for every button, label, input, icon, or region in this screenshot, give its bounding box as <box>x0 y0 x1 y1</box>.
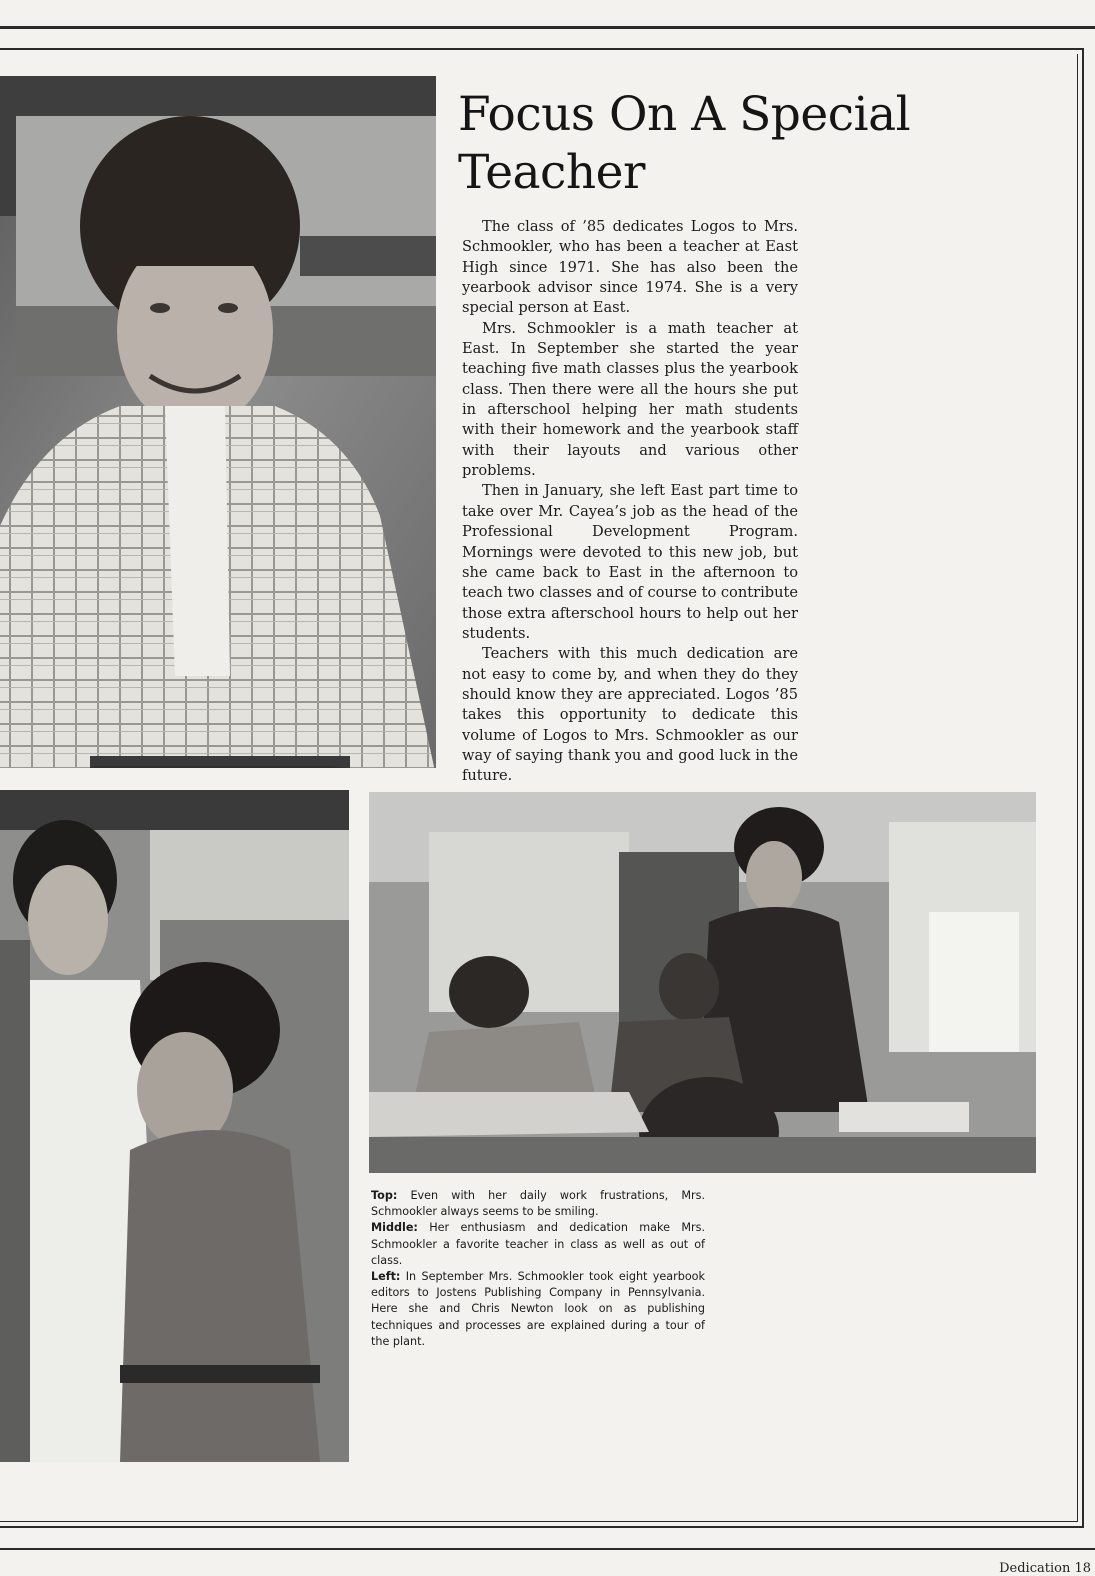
caption-left <box>371 1269 705 1350</box>
caption-text: Even with her daily work frustrations, Mrs. Schmookler always seems to be smiling. <box>371 1189 705 1219</box>
caption-top <box>371 1188 705 1220</box>
article-paragraph: Then in January, she left East part time to take over Mr. Cayea’s job as the head of the Professional Development Program. Mornings were devoted to this new job, but she came back to East in the afternoon to teach two classes and of course to contribute those extra afterschool hours to help out her students. <box>462 482 798 642</box>
photo-top-image <box>0 76 436 768</box>
caption-label: Top: <box>371 1189 398 1202</box>
caption-text: Her enthusiasm and dedication make Mrs. Schmookler a favorite teacher in class as well as out of class. <box>371 1221 705 1267</box>
photo-middle-image <box>369 792 1036 1173</box>
photo-left-image <box>0 790 349 1462</box>
photo-middle-classroom <box>369 792 1036 1173</box>
article-paragraph: Teachers with this much dedication are not easy to come by, and when they do they should know they are appreciated. Logos ’85 takes this opportunity to dedicate this volume of Logos to Mrs. Schmookler as our way of saying thank you and good luck in the future. <box>462 645 798 785</box>
title-line-1: Focus On A Special <box>458 87 911 142</box>
caption-label: Left: <box>371 1270 401 1284</box>
caption-text: In September Mrs. Schmookler took eight yearbook editors to Jostens Publishing Company in Pennsylvania. Here she and Chris Newton look on as publishing techniques and processes are explained during a tour of the plant. <box>371 1270 705 1348</box>
caption-label: Middle: <box>371 1221 418 1235</box>
photo-left-publishing-tour <box>0 790 349 1462</box>
dedication-article <box>462 217 798 787</box>
photo-top-teacher-portrait <box>0 76 436 768</box>
top-rule <box>0 26 1095 29</box>
title-line-2: Teacher <box>458 145 645 200</box>
page-folio: Dedication 18 <box>999 1561 1091 1576</box>
page-title <box>458 86 928 202</box>
photo-captions <box>371 1188 705 1350</box>
bottom-rule <box>0 1548 1095 1550</box>
caption-middle <box>371 1220 705 1269</box>
article-paragraph: Mrs. Schmookler is a math teacher at East. In September she started the year teaching five math classes plus the yearbook class. Then there were all the hours she put in afterschool helping her math students with their homework and the yearbook staff with their layouts and various other problems. <box>462 319 798 480</box>
article-paragraph: The class of ’85 dedicates Logos to Mrs. Schmookler, who has been a teacher at East High since 1971. She has also been the yearbook advisor since 1974. She is a very special person at East. <box>462 218 798 317</box>
